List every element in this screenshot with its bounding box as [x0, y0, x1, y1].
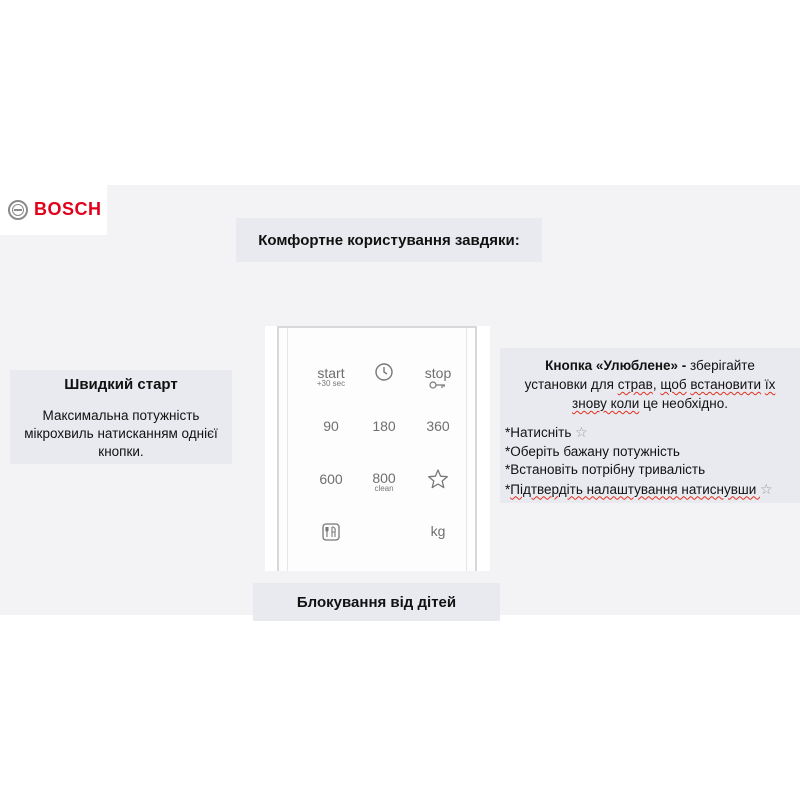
stop-key[interactable] [408, 366, 468, 389]
star-icon [427, 468, 449, 490]
favorite-step: *Оберіть бажану потужність [505, 443, 680, 459]
favorite-desc-part: зберігайте [686, 358, 755, 373]
favorite-desc-part: щоб [660, 377, 687, 392]
start-key-label: start [317, 365, 345, 381]
favorite-step [505, 423, 800, 443]
favorite-desc-part: , [652, 377, 661, 392]
favorite-desc-part: їх [764, 377, 776, 392]
power-360-key[interactable]: 360 [426, 418, 450, 434]
power-180-key[interactable]: 180 [372, 418, 396, 434]
favorite-desc-part: страв [617, 377, 653, 392]
food-program-icon [321, 522, 341, 542]
clock-icon [374, 362, 394, 382]
bosch-logo [8, 199, 102, 220]
star-icon: ☆ [760, 480, 773, 497]
bosch-logo-icon [8, 200, 28, 220]
brand-name: BOSCH [34, 199, 102, 219]
clock-key[interactable] [354, 362, 414, 385]
control-panel [265, 326, 490, 571]
favorite-step-text: Підтвердіть налаштування натиснувши [510, 481, 761, 497]
favorite-step: *Встановіть потрібну тривалість [505, 462, 706, 477]
favorite-desc-part: це необхідно. [639, 396, 728, 411]
power-90-key[interactable]: 90 [323, 418, 339, 434]
power-800-sublabel: clean [374, 484, 394, 493]
weight-kg-key[interactable]: kg [430, 523, 446, 539]
quick-start-description: Максимальна потужність мікрохвиль натисканням однієї кнопки. [24, 408, 218, 459]
star-icon: ☆ [575, 424, 588, 440]
page-title: Комфортне користування завдяки: [236, 218, 542, 262]
favorite-card [500, 348, 800, 503]
power-600-key[interactable]: 600 [319, 471, 343, 487]
child-lock-label: Блокування від дітей [253, 583, 500, 621]
favorite-step-text: *Натисніть [505, 425, 576, 440]
favorite-description [500, 348, 800, 413]
power-800-label: 800 [372, 470, 396, 486]
favorite-desc-part: знову коли [572, 396, 640, 411]
favorite-step [505, 480, 800, 500]
favorite-desc-part: встановити [690, 377, 762, 392]
stop-key-label: stop [424, 365, 452, 381]
start-key[interactable] [301, 366, 361, 388]
food-program-key[interactable] [301, 522, 361, 545]
favorite-key[interactable] [408, 468, 468, 493]
quick-start-title: Швидкий старт [64, 376, 178, 393]
favorite-title: Кнопка «Улюблене» - [545, 358, 687, 373]
favorite-desc-part: установки для [524, 377, 618, 392]
favorite-step-prefix: * [505, 481, 511, 497]
start-key-sublabel: +30 sec [316, 379, 346, 388]
favorite-steps [500, 423, 800, 499]
power-800-key[interactable] [354, 471, 414, 493]
quick-start-card [10, 370, 232, 464]
key-icon [429, 381, 447, 389]
